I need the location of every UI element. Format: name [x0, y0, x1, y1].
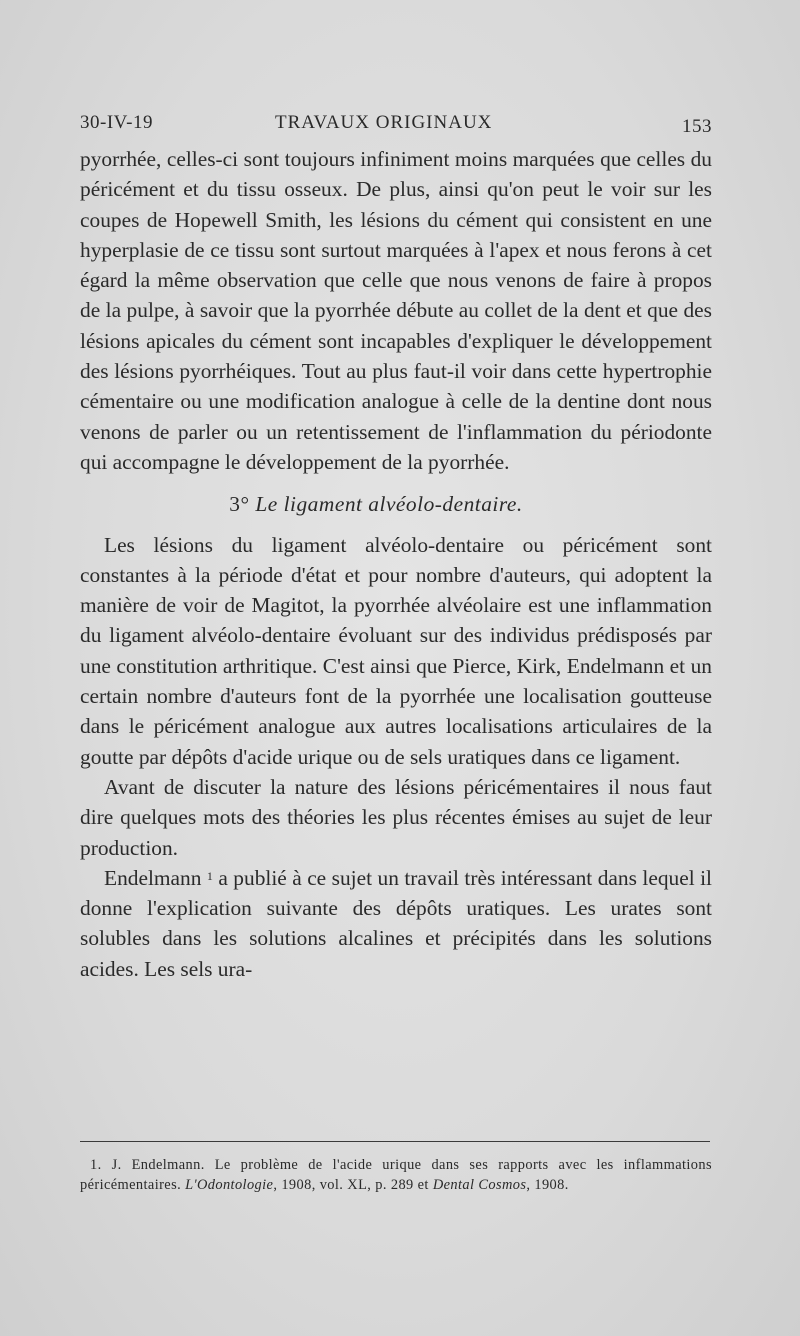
footnote-text-a: J. Endelmann. Le problème de l'acide urique dans ses rapports avec les inflammations péricémentaires. [80, 1157, 712, 1193]
header-title: TRAVAUX ORIGINAUX [275, 112, 493, 133]
body-text [80, 144, 712, 984]
footnote-journal-1: L'Odontologie [185, 1177, 274, 1193]
running-header [80, 112, 712, 142]
header-date: 30-IV-19 [80, 112, 153, 133]
page-number: 153 [682, 116, 712, 137]
footnote-text-b: , 1908, vol. XL, p. 289 et [273, 1177, 429, 1193]
paragraph-2: Les lésions du ligament alvéolo-dentaire ou péricément sont constantes à la période d'état et pour nombre d'auteurs, qui adoptent la manière de voir de Magitot, la pyorrhée alvéolaire est une inflammation du ligament alvéolo-dentaire évoluant sur des individus prédisposés par une constitution arthritique. C'est ainsi que Pierce, Kirk, Endelmann et un certain nombre d'auteurs font de la pyorrhée une localisation goutteuse dans le péricément analogue aux autres localisations articulaires de la goutte par dépôts d'acide urique ou de sels uratiques dans ce ligament. [80, 532, 712, 769]
paragraph-3: Avant de discuter la nature des lésions péricémentaires il nous faut dire quelques mots des théories les plus récentes émises au sujet de leur production. [80, 774, 712, 860]
section-heading [80, 489, 712, 519]
footnote-journal-2: Dental Cosmos [432, 1177, 527, 1193]
section-title: Le ligament alvéolo-dentaire. [255, 492, 523, 517]
footnote-divider [80, 1141, 710, 1142]
footnote-reference: 1 [206, 868, 213, 883]
footnote-marker: 1. [90, 1157, 102, 1173]
footnote-text-c: , 1908. [526, 1177, 569, 1193]
footnote [80, 1155, 712, 1195]
footnote-entry [80, 1155, 712, 1195]
paragraph-4-text: a publié à ce sujet un travail très intéressant dans lequel il donne l'explication suivante des dépôts uratiques. Les urates sont solubles dans les solutions alcalines et précipités dans les solutions acides. Les sels ura- [80, 865, 712, 981]
author-name: Endelmann [104, 865, 202, 890]
paragraph-4 [80, 863, 712, 984]
paragraph-1: pyorrhée, celles-ci sont toujours infiniment moins marquées que celles du péricément et du tissu osseux. De plus, ainsi qu'on peut le voir sur les coupes de Hopewell Smith, les lésions du cément qui consistent en une hyperplasie de ce tissu sont surtout marquées à l'apex et nous ferons à cet égard la même observation que celle que nous venons de faire à propos de la pulpe, à savoir que la pyorrhée débute au collet de la dent et que des lésions apicales du cément sont incapables d'expliquer le développement des lésions pyorrhéiques. Tout au plus faut-il voir dans cette hypertrophie cémentaire ou une modification analogue à celle de la dentine dont nous venons de parler ou un retentissement de l'inflammation du périodonte qui accompagne le développement de la pyorrhée. [80, 147, 712, 474]
section-number: 3° [229, 492, 250, 517]
